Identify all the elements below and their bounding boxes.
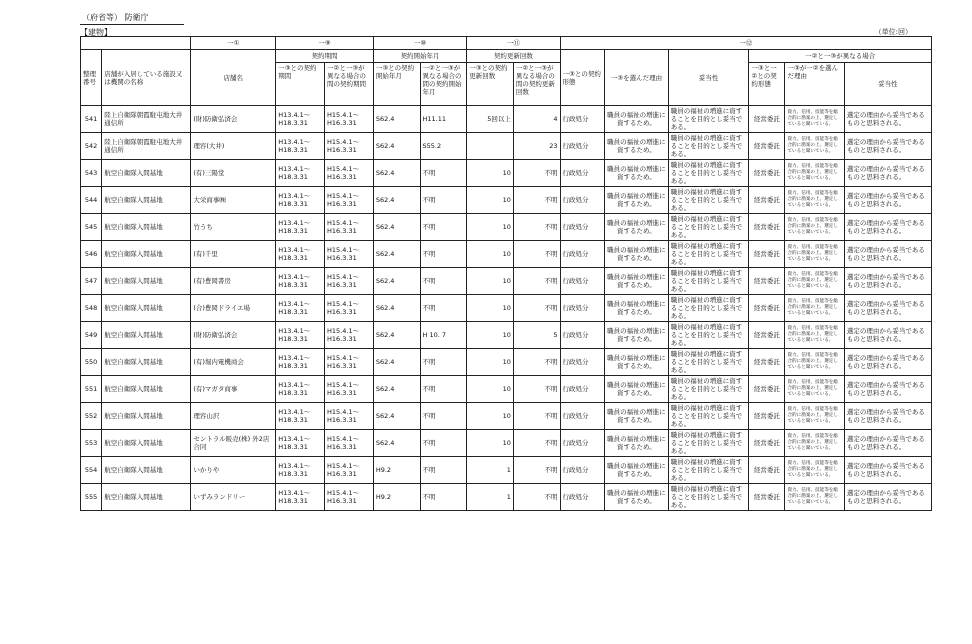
col-validity2-head: 妥当性 bbox=[844, 63, 931, 106]
table-row bbox=[81, 295, 932, 322]
store-name: (有)三陽堂 bbox=[191, 160, 276, 187]
renewal-count-3: 10 bbox=[467, 430, 514, 457]
selection-reason: 職員の福祉の増進に資するため。 bbox=[605, 430, 669, 457]
validity-note-2: 選定の理由から妥当であるものと思料される。 bbox=[844, 160, 931, 187]
contract-start-3: S62.4 bbox=[373, 322, 420, 349]
contract-form-2: 経営委託 bbox=[749, 187, 785, 214]
contract-form: 行政処分 bbox=[560, 268, 605, 295]
store-name: いかりや bbox=[191, 457, 276, 484]
selection-reason-2: 資力、信用、技能等を総合的に勘案の上、選定していると聞いている。 bbox=[785, 268, 844, 295]
contract-form: 行政処分 bbox=[560, 484, 605, 511]
contract-start-23: 不明 bbox=[420, 484, 467, 511]
selection-reason-2: 資力、信用、技能等を総合的に勘案の上、選定していると聞いている。 bbox=[785, 160, 844, 187]
contract-period-23: H15.4.1〜H16.3.31 bbox=[325, 268, 374, 295]
col-period3-head: 一③との契約期間 bbox=[276, 63, 325, 106]
renewal-count-23: 不明 bbox=[513, 241, 560, 268]
contract-form-2: 経営委託 bbox=[749, 295, 785, 322]
validity-note: 職員の福祉の増進に資することを目的とし妥当である。 bbox=[668, 214, 749, 241]
header-underline bbox=[80, 24, 184, 25]
contract-start-23: 不明 bbox=[420, 376, 467, 403]
row-number: 552 bbox=[81, 403, 102, 430]
selection-reason: 職員の福祉の増進に資するため。 bbox=[605, 241, 669, 268]
validity-note-2: 選定の理由から妥当であるものと思料される。 bbox=[844, 484, 931, 511]
institution-name: 航空自衛隊入間基地 bbox=[102, 214, 191, 241]
contract-start-23: H11.11 bbox=[420, 106, 467, 133]
contract-form: 行政処分 bbox=[560, 214, 605, 241]
contract-form: 行政処分 bbox=[560, 457, 605, 484]
contract-form-2: 経営委託 bbox=[749, 376, 785, 403]
validity-note: 職員の福祉の増進に資することを目的とし妥当である。 bbox=[668, 241, 749, 268]
section-label: 【建物】 bbox=[80, 28, 112, 37]
unit-label: （単位:回） bbox=[874, 28, 912, 36]
table-row bbox=[81, 106, 932, 133]
contract-period-3: H13.4.1〜H18.3.31 bbox=[276, 187, 325, 214]
contract-start-23: 不明 bbox=[420, 430, 467, 457]
group-10-head: 一⑩ bbox=[373, 37, 466, 50]
contract-period-23: H15.4.1〜H16.3.31 bbox=[325, 403, 374, 430]
row-number: 546 bbox=[81, 241, 102, 268]
contract-start-3: H9.2 bbox=[373, 484, 420, 511]
selection-reason-2: 資力、信用、技能等を総合的に勘案の上、選定していると聞いている。 bbox=[785, 241, 844, 268]
selection-reason-2: 資力、信用、技能等を総合的に勘案の上、選定していると聞いている。 bbox=[785, 187, 844, 214]
contract-period-23: H15.4.1〜H16.3.31 bbox=[325, 457, 374, 484]
table-row bbox=[81, 484, 932, 511]
group-1-head: 一① bbox=[191, 37, 276, 50]
blank-head bbox=[81, 37, 191, 50]
contract-start-23: 不明 bbox=[420, 349, 467, 376]
row-number: 548 bbox=[81, 295, 102, 322]
validity-note: 職員の福祉の増進に資することを目的とし妥当である。 bbox=[668, 106, 749, 133]
contract-form-2: 経営委託 bbox=[749, 457, 785, 484]
selection-reason: 職員の福祉の増進に資するため。 bbox=[605, 322, 669, 349]
contract-start-3: S62.4 bbox=[373, 349, 420, 376]
renewal-count-23: 不明 bbox=[513, 376, 560, 403]
validity-note-2: 選定の理由から妥当であるものと思料される。 bbox=[844, 106, 931, 133]
store-name: 大栄商事㈱ bbox=[191, 187, 276, 214]
selection-reason-2: 資力、信用、技能等を総合的に勘案の上、選定していると聞いている。 bbox=[785, 430, 844, 457]
contract-period-23: H15.4.1〜H16.3.31 bbox=[325, 241, 374, 268]
col-store-head: 店舗名 bbox=[191, 50, 276, 106]
selection-reason: 職員の福祉の増進に資するため。 bbox=[605, 376, 669, 403]
contract-form: 行政処分 bbox=[560, 295, 605, 322]
col-reason2-head: 一③が一②を選んだ理由 bbox=[785, 63, 844, 106]
contract-form: 行政処分 bbox=[560, 106, 605, 133]
row-number: 542 bbox=[81, 133, 102, 160]
store-name: 竹うち bbox=[191, 214, 276, 241]
selection-reason: 職員の福祉の増進に資するため。 bbox=[605, 268, 669, 295]
store-name: (有)豊岡書房 bbox=[191, 268, 276, 295]
selection-reason-2: 資力、信用、技能等を総合的に勘案の上、選定していると聞いている。 bbox=[785, 376, 844, 403]
contract-period-23: H15.4.1〜H16.3.31 bbox=[325, 322, 374, 349]
renewal-count-3: 10 bbox=[467, 214, 514, 241]
col-start23-head: 一②と一③が異なる場合の間の契約開始年月 bbox=[420, 63, 467, 106]
contract-form: 行政処分 bbox=[560, 133, 605, 160]
selection-reason-2: 資力、信用、技能等を総合的に勘案の上、選定していると聞いている。 bbox=[785, 349, 844, 376]
validity-note: 職員の福祉の増進に資することを目的とし妥当である。 bbox=[668, 430, 749, 457]
selection-reason: 職員の福祉の増進に資するため。 bbox=[605, 160, 669, 187]
contract-form: 行政処分 bbox=[560, 322, 605, 349]
sub-period-head: 契約期間 bbox=[276, 50, 374, 63]
institution-name: 航空自衛隊入間基地 bbox=[102, 187, 191, 214]
selection-reason-2: 資力、信用、技能等を総合的に勘案の上、選定していると聞いている。 bbox=[785, 133, 844, 160]
contract-start-23: S55.2 bbox=[420, 133, 467, 160]
col-form2-head: 一③と一②との契約形態 bbox=[749, 63, 785, 106]
selection-reason: 職員の福祉の増進に資するため。 bbox=[605, 187, 669, 214]
table-row bbox=[81, 187, 932, 214]
contract-form-2: 経営委託 bbox=[749, 214, 785, 241]
institution-name: 航空自衛隊入間基地 bbox=[102, 295, 191, 322]
validity-note-2: 選定の理由から妥当であるものと思料される。 bbox=[844, 349, 931, 376]
table-row bbox=[81, 376, 932, 403]
renewal-count-3: 10 bbox=[467, 295, 514, 322]
table-row bbox=[81, 241, 932, 268]
row-number: 543 bbox=[81, 160, 102, 187]
col-period23-head: 一②と一③が異なる場合の間の契約期間 bbox=[325, 63, 374, 106]
renewal-count-3: 10 bbox=[467, 322, 514, 349]
contract-start-3: S62.4 bbox=[373, 106, 420, 133]
renewal-count-23: 不明 bbox=[513, 214, 560, 241]
contract-period-3: H13.4.1〜H18.3.31 bbox=[276, 268, 325, 295]
row-number: 547 bbox=[81, 268, 102, 295]
validity-note: 職員の福祉の増進に資することを目的とし妥当である。 bbox=[668, 484, 749, 511]
store-name: (財)防衛弘済会 bbox=[191, 106, 276, 133]
institution-name: 航空自衛隊入間基地 bbox=[102, 349, 191, 376]
table-row bbox=[81, 214, 932, 241]
contract-period-3: H13.4.1〜H18.3.31 bbox=[276, 133, 325, 160]
institution-name: 航空自衛隊入間基地 bbox=[102, 430, 191, 457]
institution-name: 航空自衛隊入間基地 bbox=[102, 268, 191, 295]
ministry-label: （府省等） 防衛庁 bbox=[82, 13, 149, 22]
sub-diff-head: 一②と一③が異なる場合 bbox=[749, 50, 932, 63]
validity-note-2: 選定の理由から妥当であるものと思料される。 bbox=[844, 214, 931, 241]
contract-start-3: H9.2 bbox=[373, 457, 420, 484]
selection-reason: 職員の福祉の増進に資するため。 bbox=[605, 106, 669, 133]
selection-reason-2: 資力、信用、技能等を総合的に勘案の上、選定していると聞いている。 bbox=[785, 295, 844, 322]
contract-period-3: H13.4.1〜H18.3.31 bbox=[276, 484, 325, 511]
validity-note-2: 選定の理由から妥当であるものと思料される。 bbox=[844, 133, 931, 160]
renewal-count-23: 不明 bbox=[513, 349, 560, 376]
renewal-count-3: 1 bbox=[467, 484, 514, 511]
table-row bbox=[81, 457, 932, 484]
group-12-head: 一⑫ bbox=[560, 37, 931, 50]
selection-reason: 職員の福祉の増進に資するため。 bbox=[605, 349, 669, 376]
validity-note: 職員の福祉の増進に資することを目的とし妥当である。 bbox=[668, 187, 749, 214]
contract-form-2: 経営委託 bbox=[749, 106, 785, 133]
col-form-head: 一③との契約形態 bbox=[560, 50, 605, 106]
renewal-count-3: 10 bbox=[467, 376, 514, 403]
renewal-count-23: 不明 bbox=[513, 268, 560, 295]
selection-reason-2: 資力、信用、技能等を総合的に勘案の上、選定していると聞いている。 bbox=[785, 484, 844, 511]
table-row bbox=[81, 160, 932, 187]
renewal-count-23: 5 bbox=[513, 322, 560, 349]
contract-form-2: 経営委託 bbox=[749, 133, 785, 160]
sub-renew-head: 契約更新回数 bbox=[467, 50, 560, 63]
renewal-count-23: 不明 bbox=[513, 295, 560, 322]
col-reason-head: 一③を選んだ理由 bbox=[605, 50, 669, 106]
contract-start-23: 不明 bbox=[420, 295, 467, 322]
contract-period-3: H13.4.1〜H18.3.31 bbox=[276, 349, 325, 376]
renewal-count-23: 不明 bbox=[513, 430, 560, 457]
contract-period-3: H13.4.1〜H18.3.31 bbox=[276, 430, 325, 457]
renewal-count-3: 10 bbox=[467, 268, 514, 295]
store-name: (合)豊岡ドライエ場 bbox=[191, 295, 276, 322]
validity-note: 職員の福祉の増進に資することを目的とし妥当である。 bbox=[668, 376, 749, 403]
contract-period-23: H15.4.1〜H16.3.31 bbox=[325, 133, 374, 160]
row-number: 555 bbox=[81, 484, 102, 511]
contract-start-3: S62.4 bbox=[373, 403, 420, 430]
validity-note-2: 選定の理由から妥当であるものと思料される。 bbox=[844, 241, 931, 268]
validity-note-2: 選定の理由から妥当であるものと思料される。 bbox=[844, 376, 931, 403]
contract-period-3: H13.4.1〜H18.3.31 bbox=[276, 160, 325, 187]
renewal-count-3 bbox=[467, 133, 514, 160]
row-number: 549 bbox=[81, 322, 102, 349]
validity-note-2: 選定の理由から妥当であるものと思料される。 bbox=[844, 403, 931, 430]
contract-period-23: H15.4.1〜H16.3.31 bbox=[325, 376, 374, 403]
selection-reason-2: 資力、信用、技能等を総合的に勘案の上、選定していると聞いている。 bbox=[785, 457, 844, 484]
contract-start-23: 不明 bbox=[420, 214, 467, 241]
validity-note: 職員の福祉の増進に資することを目的とし妥当である。 bbox=[668, 322, 749, 349]
table-row bbox=[81, 268, 932, 295]
row-number: 550 bbox=[81, 349, 102, 376]
contract-period-23: H15.4.1〜H16.3.31 bbox=[325, 430, 374, 457]
contract-start-3: S62.4 bbox=[373, 376, 420, 403]
contract-form-2: 経営委託 bbox=[749, 484, 785, 511]
contract-start-3: S62.4 bbox=[373, 241, 420, 268]
contract-form: 行政処分 bbox=[560, 160, 605, 187]
renewal-count-3: 10 bbox=[467, 241, 514, 268]
contract-period-23: H15.4.1〜H16.3.31 bbox=[325, 187, 374, 214]
contract-period-3: H13.4.1〜H18.3.31 bbox=[276, 214, 325, 241]
contract-period-23: H15.4.1〜H16.3.31 bbox=[325, 160, 374, 187]
contract-period-3: H13.4.1〜H18.3.31 bbox=[276, 241, 325, 268]
renewal-count-23: 不明 bbox=[513, 457, 560, 484]
validity-note: 職員の福祉の増進に資することを目的とし妥当である。 bbox=[668, 268, 749, 295]
sub-start-head: 契約開始年月 bbox=[373, 50, 466, 63]
selection-reason: 職員の福祉の増進に資するため。 bbox=[605, 133, 669, 160]
selection-reason: 職員の福祉の増進に資するため。 bbox=[605, 484, 669, 511]
selection-reason: 職員の福祉の増進に資するため。 bbox=[605, 295, 669, 322]
store-name: (有)千里 bbox=[191, 241, 276, 268]
contract-start-23: 不明 bbox=[420, 241, 467, 268]
contract-start-23: 不明 bbox=[420, 403, 467, 430]
table-row bbox=[81, 133, 932, 160]
contract-start-23: H 10. 7 bbox=[420, 322, 467, 349]
col-renew23-head: 一②と一③が異なる場合の間の契約更新回数 bbox=[513, 63, 560, 106]
contract-form: 行政処分 bbox=[560, 376, 605, 403]
contract-start-3: S62.4 bbox=[373, 214, 420, 241]
validity-note: 職員の福祉の増進に資することを目的とし妥当である。 bbox=[668, 349, 749, 376]
selection-reason-2: 資力、信用、技能等を総合的に勘案の上、選定していると聞いている。 bbox=[785, 403, 844, 430]
renewal-count-23: 不明 bbox=[513, 403, 560, 430]
renewal-count-23: 4 bbox=[513, 106, 560, 133]
contract-period-23: H15.4.1〜H16.3.31 bbox=[325, 295, 374, 322]
contract-form-2: 経営委託 bbox=[749, 322, 785, 349]
contract-start-3: S62.4 bbox=[373, 295, 420, 322]
validity-note: 職員の福祉の増進に資することを目的とし妥当である。 bbox=[668, 160, 749, 187]
contract-start-3: S62.4 bbox=[373, 268, 420, 295]
contract-form: 行政処分 bbox=[560, 430, 605, 457]
contract-start-23: 不明 bbox=[420, 187, 467, 214]
contract-form: 行政処分 bbox=[560, 349, 605, 376]
contract-start-3: S62.4 bbox=[373, 160, 420, 187]
renewal-count-23: 不明 bbox=[513, 187, 560, 214]
validity-note: 職員の福祉の増進に資することを目的とし妥当である。 bbox=[668, 403, 749, 430]
institution-name: 航空自衛隊入間基地 bbox=[102, 241, 191, 268]
store-name: セントラル販売(株) 外2店合同 bbox=[191, 430, 276, 457]
contract-period-23: H15.4.1〜H16.3.31 bbox=[325, 484, 374, 511]
contract-form-2: 経営委託 bbox=[749, 430, 785, 457]
contract-start-3: S62.4 bbox=[373, 430, 420, 457]
contract-form-2: 経営委託 bbox=[749, 241, 785, 268]
contract-form: 行政処分 bbox=[560, 241, 605, 268]
contract-form-2: 経営委託 bbox=[749, 160, 785, 187]
institution-name: 航空自衛隊入間基地 bbox=[102, 484, 191, 511]
contract-form-2: 経営委託 bbox=[749, 349, 785, 376]
contract-period-23: H15.4.1〜H16.3.31 bbox=[325, 214, 374, 241]
renewal-count-3: 10 bbox=[467, 349, 514, 376]
renewal-count-23: 不明 bbox=[513, 160, 560, 187]
row-number: 554 bbox=[81, 457, 102, 484]
institution-name: 航空自衛隊入間基地 bbox=[102, 457, 191, 484]
table-row bbox=[81, 403, 932, 430]
col-start3-head: 一③との契約開始年月 bbox=[373, 63, 420, 106]
row-number: 545 bbox=[81, 214, 102, 241]
institution-name: 航空自衛隊入間基地 bbox=[102, 322, 191, 349]
renewal-count-3: 10 bbox=[467, 160, 514, 187]
validity-note-2: 選定の理由から妥当であるものと思料される。 bbox=[844, 430, 931, 457]
selection-reason: 職員の福祉の増進に資するため。 bbox=[605, 403, 669, 430]
contract-form-2: 経営委託 bbox=[749, 403, 785, 430]
contract-period-23: H15.4.1〜H16.3.31 bbox=[325, 106, 374, 133]
validity-note: 職員の福祉の増進に資することを目的とし妥当である。 bbox=[668, 133, 749, 160]
contract-period-3: H13.4.1〜H18.3.31 bbox=[276, 457, 325, 484]
validity-note-2: 選定の理由から妥当であるものと思料される。 bbox=[844, 457, 931, 484]
table-row bbox=[81, 430, 932, 457]
contract-table bbox=[80, 36, 932, 511]
selection-reason: 職員の福祉の増進に資するため。 bbox=[605, 457, 669, 484]
col-institution-head: 店舗が入居している施設又は機関の名称 bbox=[102, 50, 191, 106]
validity-note-2: 選定の理由から妥当であるものと思料される。 bbox=[844, 295, 931, 322]
store-name: (有)堀内電機商会 bbox=[191, 349, 276, 376]
contract-start-23: 不明 bbox=[420, 457, 467, 484]
col-validity-head: 妥当性 bbox=[668, 50, 749, 106]
contract-period-3: H13.4.1〜H18.3.31 bbox=[276, 106, 325, 133]
group-11-head: 一⑪ bbox=[467, 37, 560, 50]
contract-period-3: H13.4.1〜H18.3.31 bbox=[276, 403, 325, 430]
selection-reason-2: 資力、信用、技能等を総合的に勘案の上、選定していると聞いている。 bbox=[785, 322, 844, 349]
validity-note-2: 選定の理由から妥当であるものと思料される。 bbox=[844, 268, 931, 295]
row-number: 551 bbox=[81, 376, 102, 403]
contract-start-3: S62.4 bbox=[373, 187, 420, 214]
renewal-count-23: 23 bbox=[513, 133, 560, 160]
col-no-head: 整理番号 bbox=[81, 50, 102, 106]
store-name: 理容(大井) bbox=[191, 133, 276, 160]
validity-note-2: 選定の理由から妥当であるものと思料される。 bbox=[844, 187, 931, 214]
validity-note-2: 選定の理由から妥当であるものと思料される。 bbox=[844, 322, 931, 349]
contract-period-23: H15.4.1〜H16.3.31 bbox=[325, 349, 374, 376]
institution-name: 陸上自衛隊朝霞駐屯地大井通信所 bbox=[102, 133, 191, 160]
row-number: 553 bbox=[81, 430, 102, 457]
contract-form: 行政処分 bbox=[560, 403, 605, 430]
selection-reason-2: 資力、信用、技能等を総合的に勘案の上、選定していると聞いている。 bbox=[785, 106, 844, 133]
renewal-count-3: 10 bbox=[467, 403, 514, 430]
contract-start-23: 不明 bbox=[420, 160, 467, 187]
validity-note: 職員の福祉の増進に資することを目的とし妥当である。 bbox=[668, 295, 749, 322]
selection-reason: 職員の福祉の増進に資するため。 bbox=[605, 214, 669, 241]
store-name: いずみランドリー bbox=[191, 484, 276, 511]
institution-name: 航空自衛隊入間基地 bbox=[102, 403, 191, 430]
table-row bbox=[81, 349, 932, 376]
contract-form: 行政処分 bbox=[560, 187, 605, 214]
renewal-count-3: 10 bbox=[467, 187, 514, 214]
institution-name: 陸上自衛隊朝霞駐屯地大井通信所 bbox=[102, 106, 191, 133]
row-number: 541 bbox=[81, 106, 102, 133]
validity-note: 職員の福祉の増進に資することを目的とし妥当である。 bbox=[668, 457, 749, 484]
contract-period-3: H13.4.1〜H18.3.31 bbox=[276, 295, 325, 322]
row-number: 544 bbox=[81, 187, 102, 214]
group-9-head: 一⑨ bbox=[276, 37, 374, 50]
institution-name: 航空自衛隊入間基地 bbox=[102, 160, 191, 187]
institution-name: 航空自衛隊入間基地 bbox=[102, 376, 191, 403]
contract-start-23: 不明 bbox=[420, 268, 467, 295]
table-row bbox=[81, 322, 932, 349]
selection-reason-2: 資力、信用、技能等を総合的に勘案の上、選定していると聞いている。 bbox=[785, 214, 844, 241]
store-name: (有)マガタ商事 bbox=[191, 376, 276, 403]
contract-start-3: S62.4 bbox=[373, 133, 420, 160]
renewal-count-23: 不明 bbox=[513, 484, 560, 511]
renewal-count-3: 1 bbox=[467, 457, 514, 484]
contract-period-3: H13.4.1〜H18.3.31 bbox=[276, 376, 325, 403]
store-name: 理容山沢 bbox=[191, 403, 276, 430]
renewal-count-3: 5回以上 bbox=[467, 106, 514, 133]
contract-form-2: 経営委託 bbox=[749, 268, 785, 295]
col-renew3-head: 一③との契約更新回数 bbox=[467, 63, 514, 106]
contract-period-3: H13.4.1〜H18.3.31 bbox=[276, 322, 325, 349]
store-name: (財)防衛弘済会 bbox=[191, 322, 276, 349]
